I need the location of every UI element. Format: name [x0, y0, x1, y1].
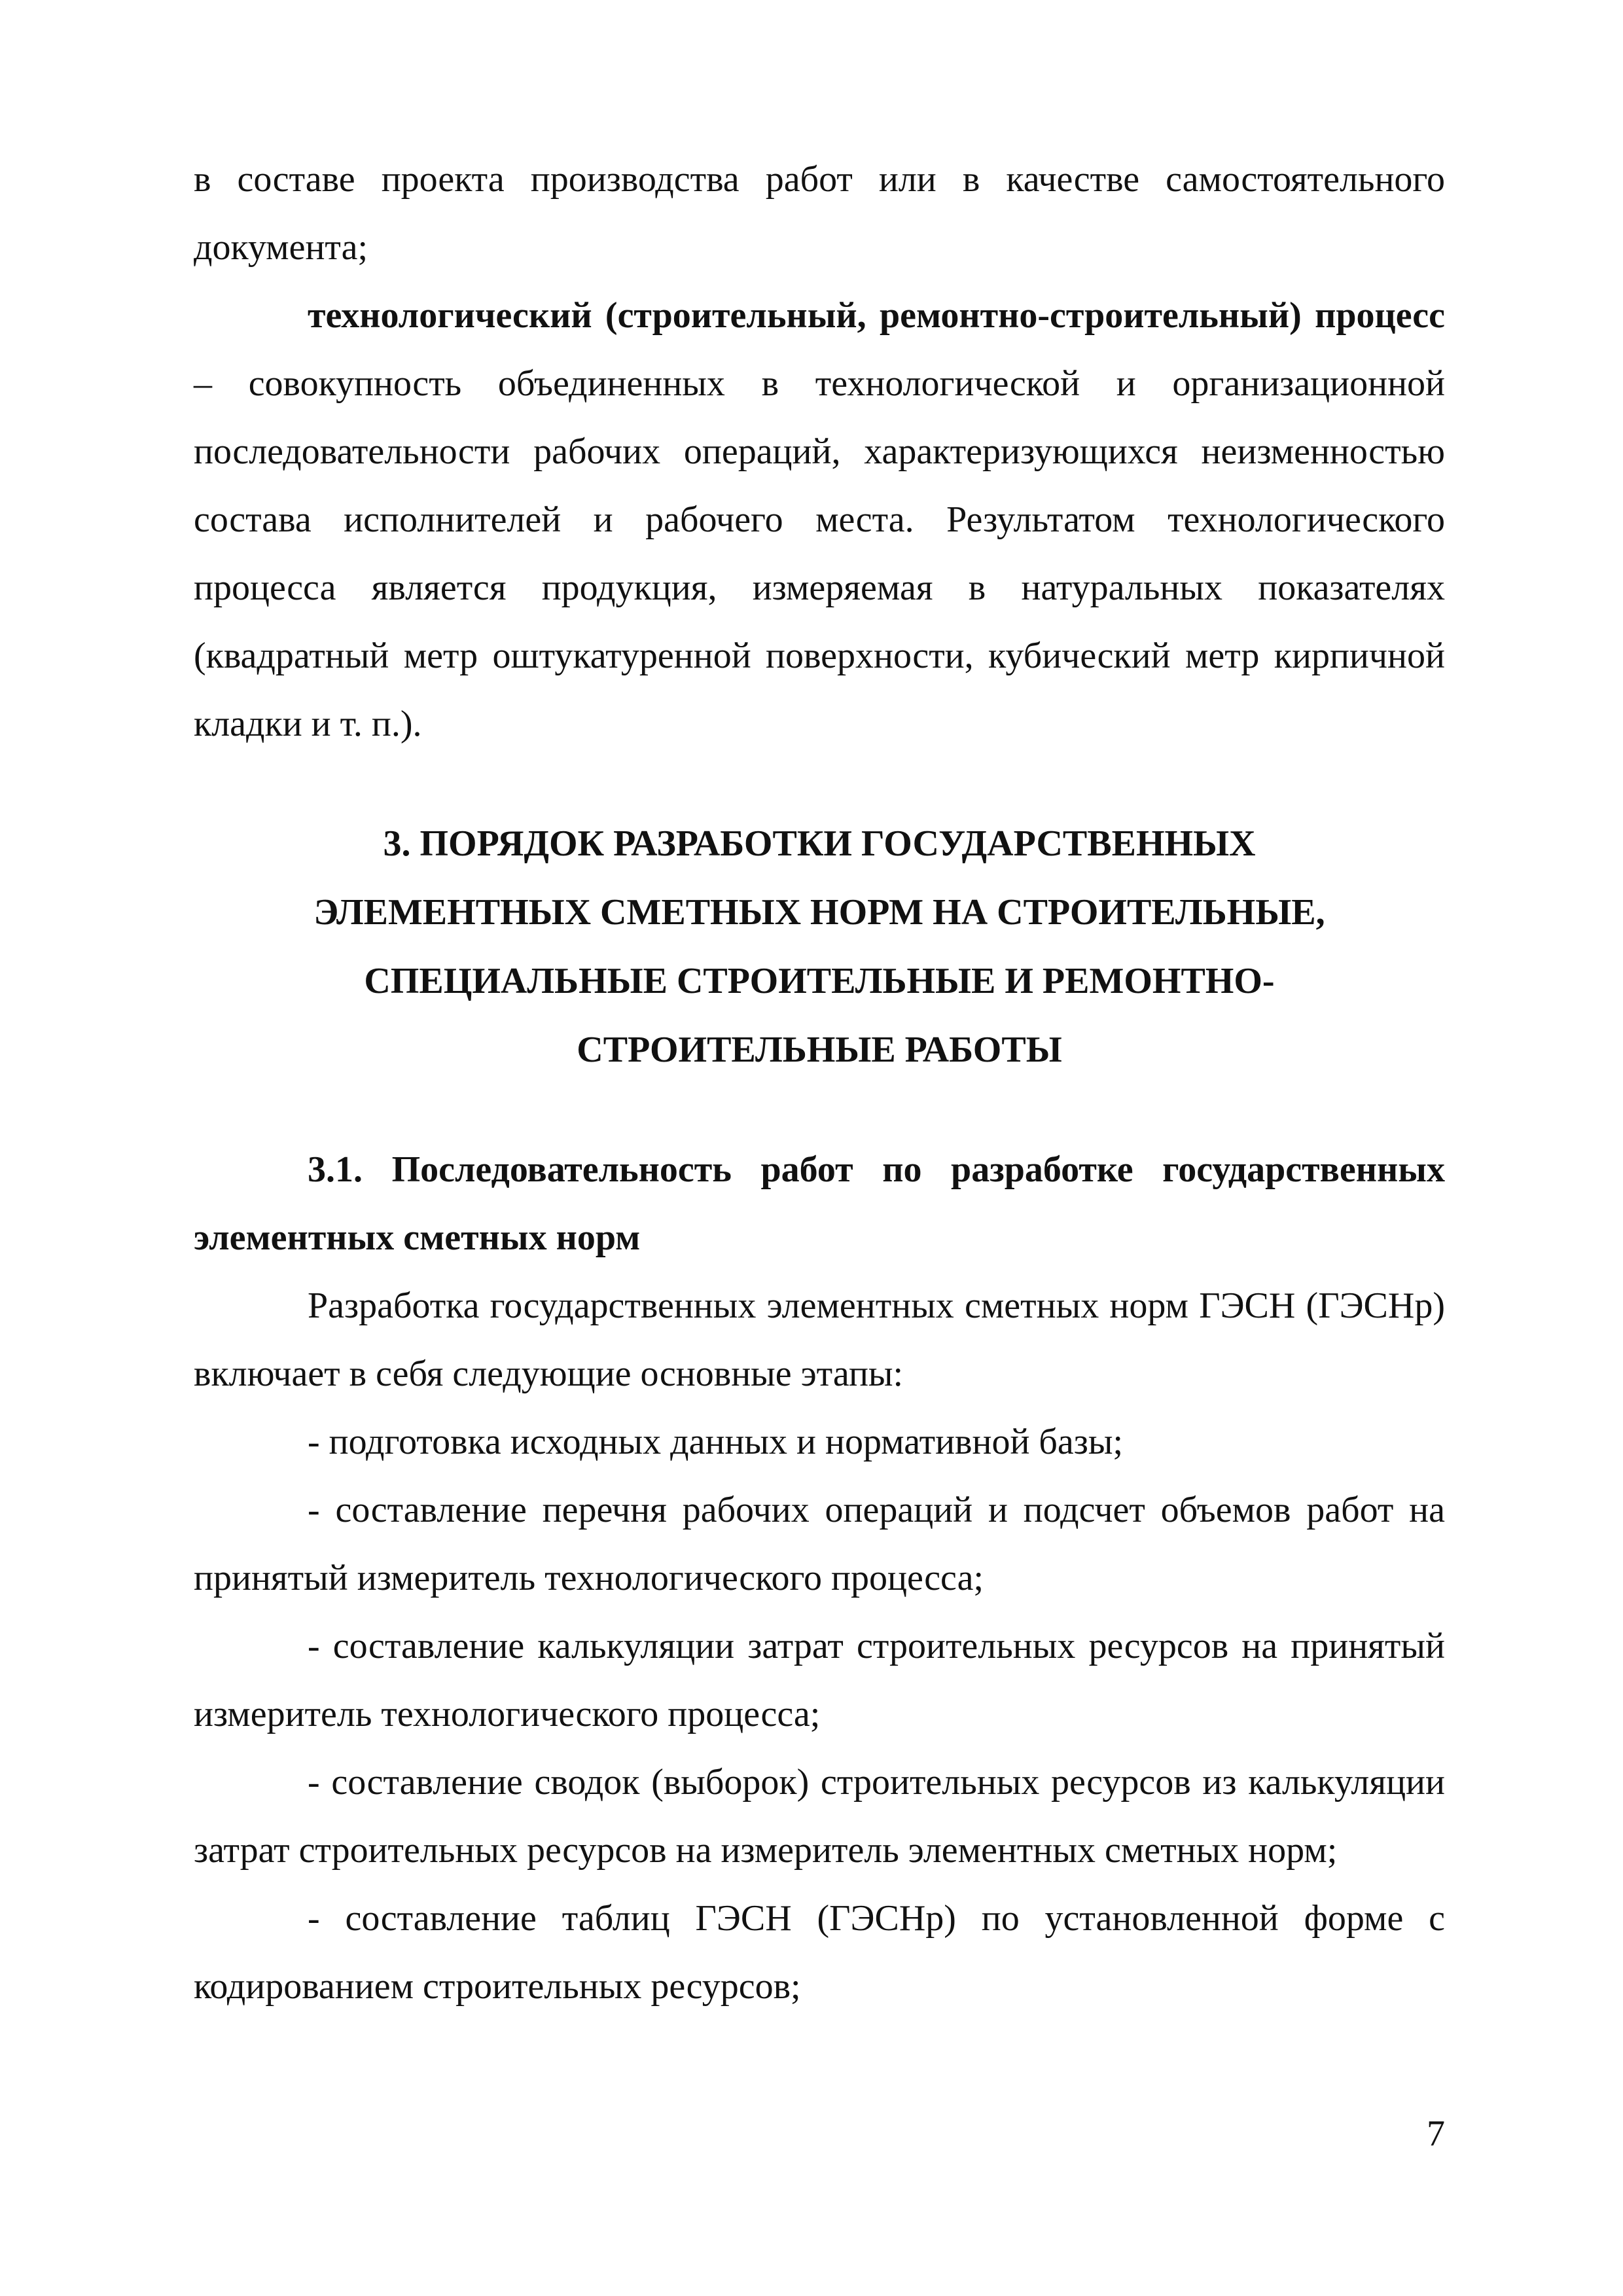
- page-number: 7: [1427, 2113, 1445, 2154]
- subsection-intro-text: Разработка государственных элементных сметных норм ГЭСН (ГЭСНр) включает в себя следующие основные этапы:: [194, 1285, 1445, 1394]
- list-item: [194, 1612, 1445, 1748]
- subsection-title: [194, 1136, 1445, 1272]
- section-heading: [194, 810, 1445, 1085]
- list-item: [194, 1884, 1445, 2020]
- paragraph-definition: [194, 281, 1445, 758]
- list-item: [194, 1408, 1445, 1476]
- subsection-intro: [194, 1272, 1445, 1408]
- list-item-text-5: - составление таблиц ГЭСН (ГЭСНр) по установленной форме с кодированием строительных ресурсов;: [194, 1898, 1445, 2007]
- list-item: [194, 1748, 1445, 1884]
- section-heading-line-2: ЭЛЕМЕНТНЫХ СМЕТНЫХ НОРМ НА СТРОИТЕЛЬНЫЕ,: [313, 892, 1325, 933]
- list-item-text-2: - составление перечня рабочих операций и подсчет объемов работ на принятый измеритель технологического процесса;: [194, 1490, 1445, 1598]
- section-heading-line-1: 3. ПОРЯДОК РАЗРАБОТКИ ГОСУДАРСТВЕННЫХ: [383, 823, 1256, 864]
- list-item-text-3: - составление калькуляции затрат строительных ресурсов на принятый измеритель технологического процесса;: [194, 1626, 1445, 1734]
- list-item-text-4: - составление сводок (выборок) строительных ресурсов из калькуляции затрат строительных ресурсов на измеритель элементных сметных норм;: [194, 1762, 1445, 1871]
- paragraph-continuation-text: в составе проекта производства работ или в качестве самостоятельного документа;: [194, 159, 1445, 268]
- definition-text: – совокупность объединенных в технологической и организационной последовательности рабочих операций, характеризующихся неизменностью состава исполнителей и рабочего места. Результатом технологического процесса является продукция, измеряемая в натуральных показателях (квадратный метр оштукатуренной поверхности, кубический метр кирпичной кладки и т. п.).: [194, 363, 1445, 744]
- definition-term: технологический (строительный, ремонтно-строительный) процесс: [308, 295, 1445, 336]
- list-item: [194, 1476, 1445, 1612]
- list-item-text-1: - подготовка исходных данных и нормативной базы;: [308, 1422, 1124, 1462]
- section-heading-line-4: СТРОИТЕЛЬНЫЕ РАБОТЫ: [577, 1030, 1062, 1070]
- paragraph-continuation: [194, 145, 1445, 281]
- subsection-title-text: 3.1. Последовательность работ по разработке государственных элементных сметных норм: [194, 1149, 1445, 1258]
- section-heading-line-3: СПЕЦИАЛЬНЫЕ СТРОИТЕЛЬНЫЕ И РЕМОНТНО-: [364, 961, 1275, 1001]
